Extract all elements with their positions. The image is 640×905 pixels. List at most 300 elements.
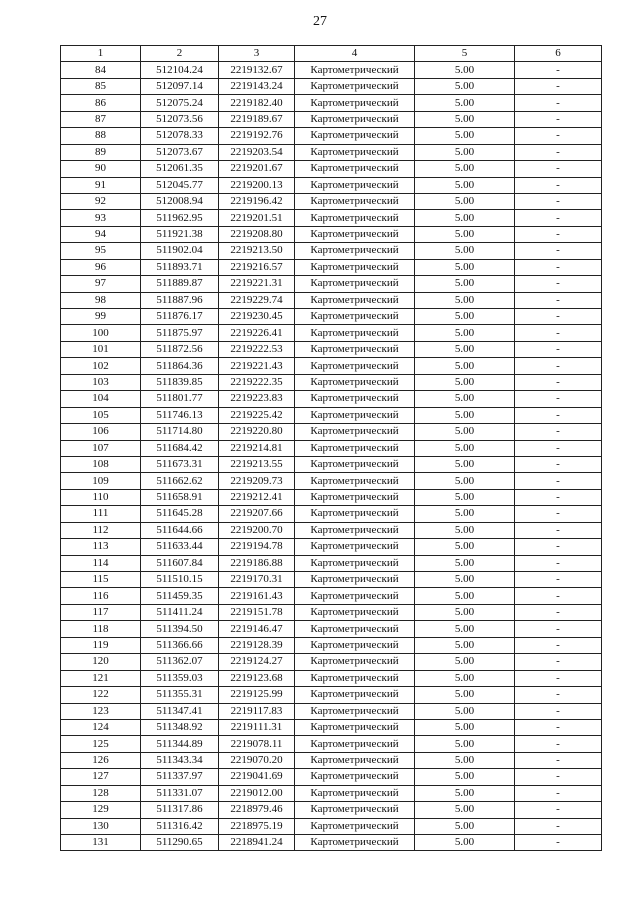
point-number-cell: 113 (61, 539, 141, 555)
method-cell: Картометрический (295, 785, 415, 801)
method-cell: Картометрический (295, 309, 415, 325)
table-row (61, 358, 602, 374)
note-cell: - (515, 703, 602, 719)
x-coordinate-cell: 511317.86 (141, 802, 219, 818)
y-coordinate-cell: 2219223.83 (219, 391, 295, 407)
x-coordinate-cell: 512073.67 (141, 144, 219, 160)
method-cell: Картометрический (295, 259, 415, 275)
point-number-cell: 103 (61, 374, 141, 390)
table-row (61, 144, 602, 160)
note-cell: - (515, 292, 602, 308)
x-coordinate-cell: 511290.65 (141, 835, 219, 851)
point-number-cell: 108 (61, 456, 141, 472)
note-cell: - (515, 769, 602, 785)
table-row (61, 78, 602, 94)
y-coordinate-cell: 2219189.67 (219, 111, 295, 127)
note-cell: - (515, 144, 602, 160)
x-coordinate-cell: 511459.35 (141, 588, 219, 604)
method-cell: Картометрический (295, 161, 415, 177)
table-row (61, 522, 602, 538)
table-row (61, 325, 602, 341)
x-coordinate-cell: 512104.24 (141, 62, 219, 78)
table-row (61, 687, 602, 703)
method-cell: Картометрический (295, 654, 415, 670)
accuracy-cell: 5.00 (415, 506, 515, 522)
method-cell: Картометрический (295, 374, 415, 390)
note-cell: - (515, 276, 602, 292)
point-number-cell: 130 (61, 818, 141, 834)
note-cell: - (515, 341, 602, 357)
note-cell: - (515, 62, 602, 78)
accuracy-cell: 5.00 (415, 177, 515, 193)
note-cell: - (515, 539, 602, 555)
y-coordinate-cell: 2219111.31 (219, 719, 295, 735)
table-row (61, 588, 602, 604)
point-number-cell: 93 (61, 210, 141, 226)
x-coordinate-cell: 511875.97 (141, 325, 219, 341)
point-number-cell: 115 (61, 572, 141, 588)
note-cell: - (515, 407, 602, 423)
method-cell: Картометрический (295, 111, 415, 127)
table-row (61, 572, 602, 588)
y-coordinate-cell: 2219143.24 (219, 78, 295, 94)
x-coordinate-cell: 511864.36 (141, 358, 219, 374)
x-coordinate-cell: 512075.24 (141, 95, 219, 111)
note-cell: - (515, 161, 602, 177)
method-cell: Картометрический (295, 341, 415, 357)
y-coordinate-cell: 2219194.78 (219, 539, 295, 555)
x-coordinate-cell: 511658.91 (141, 489, 219, 505)
accuracy-cell: 5.00 (415, 144, 515, 160)
note-cell: - (515, 78, 602, 94)
note-cell: - (515, 670, 602, 686)
y-coordinate-cell: 2219220.80 (219, 424, 295, 440)
point-number-cell: 99 (61, 309, 141, 325)
accuracy-cell: 5.00 (415, 325, 515, 341)
accuracy-cell: 5.00 (415, 161, 515, 177)
note-cell: - (515, 637, 602, 653)
accuracy-cell: 5.00 (415, 835, 515, 851)
table-row (61, 818, 602, 834)
point-number-cell: 91 (61, 177, 141, 193)
accuracy-cell: 5.00 (415, 456, 515, 472)
x-coordinate-cell: 511331.07 (141, 785, 219, 801)
point-number-cell: 102 (61, 358, 141, 374)
y-coordinate-cell: 2219229.74 (219, 292, 295, 308)
note-cell: - (515, 259, 602, 275)
table-row (61, 621, 602, 637)
method-cell: Картометрический (295, 719, 415, 735)
note-cell: - (515, 243, 602, 259)
accuracy-cell: 5.00 (415, 604, 515, 620)
table-row (61, 309, 602, 325)
table-row (61, 555, 602, 571)
x-coordinate-cell: 511714.80 (141, 424, 219, 440)
x-coordinate-cell: 511673.31 (141, 456, 219, 472)
accuracy-cell: 5.00 (415, 440, 515, 456)
accuracy-cell: 5.00 (415, 374, 515, 390)
note-cell: - (515, 687, 602, 703)
table-row (61, 440, 602, 456)
accuracy-cell: 5.00 (415, 309, 515, 325)
accuracy-cell: 5.00 (415, 670, 515, 686)
x-coordinate-cell: 511510.15 (141, 572, 219, 588)
point-number-cell: 117 (61, 604, 141, 620)
y-coordinate-cell: 2219151.78 (219, 604, 295, 620)
y-coordinate-cell: 2219201.67 (219, 161, 295, 177)
y-coordinate-cell: 2219041.69 (219, 769, 295, 785)
point-number-cell: 129 (61, 802, 141, 818)
y-coordinate-cell: 2219221.43 (219, 358, 295, 374)
method-cell: Картометрический (295, 276, 415, 292)
accuracy-cell: 5.00 (415, 802, 515, 818)
accuracy-cell: 5.00 (415, 95, 515, 111)
method-cell: Картометрический (295, 177, 415, 193)
table-row (61, 752, 602, 768)
y-coordinate-cell: 2219132.67 (219, 62, 295, 78)
method-cell: Картометрический (295, 62, 415, 78)
y-coordinate-cell: 2219201.51 (219, 210, 295, 226)
method-cell: Картометрический (295, 670, 415, 686)
point-number-cell: 96 (61, 259, 141, 275)
point-number-cell: 84 (61, 62, 141, 78)
method-cell: Картометрический (295, 835, 415, 851)
table-row (61, 128, 602, 144)
accuracy-cell: 5.00 (415, 703, 515, 719)
method-cell: Картометрический (295, 226, 415, 242)
accuracy-cell: 5.00 (415, 259, 515, 275)
note-cell: - (515, 374, 602, 390)
point-number-cell: 111 (61, 506, 141, 522)
table-row (61, 506, 602, 522)
accuracy-cell: 5.00 (415, 210, 515, 226)
method-cell: Картометрический (295, 456, 415, 472)
y-coordinate-cell: 2219230.45 (219, 309, 295, 325)
method-cell: Картометрический (295, 489, 415, 505)
column-header: 4 (295, 46, 415, 62)
y-coordinate-cell: 2219208.80 (219, 226, 295, 242)
coordinates-table (60, 45, 602, 851)
method-cell: Картометрический (295, 687, 415, 703)
point-number-cell: 107 (61, 440, 141, 456)
table-row (61, 62, 602, 78)
note-cell: - (515, 325, 602, 341)
method-cell: Картометрический (295, 473, 415, 489)
y-coordinate-cell: 2219128.39 (219, 637, 295, 653)
note-cell: - (515, 210, 602, 226)
note-cell: - (515, 835, 602, 851)
table-row (61, 604, 602, 620)
x-coordinate-cell: 511902.04 (141, 243, 219, 259)
y-coordinate-cell: 2219200.70 (219, 522, 295, 538)
x-coordinate-cell: 511872.56 (141, 341, 219, 357)
method-cell: Картометрический (295, 440, 415, 456)
note-cell: - (515, 473, 602, 489)
table-row (61, 424, 602, 440)
table-row (61, 785, 602, 801)
y-coordinate-cell: 2218975.19 (219, 818, 295, 834)
accuracy-cell: 5.00 (415, 637, 515, 653)
note-cell: - (515, 654, 602, 670)
accuracy-cell: 5.00 (415, 489, 515, 505)
table-row (61, 539, 602, 555)
y-coordinate-cell: 2219186.88 (219, 555, 295, 571)
y-coordinate-cell: 2219221.31 (219, 276, 295, 292)
accuracy-cell: 5.00 (415, 473, 515, 489)
method-cell: Картометрический (295, 752, 415, 768)
note-cell: - (515, 424, 602, 440)
note-cell: - (515, 456, 602, 472)
accuracy-cell: 5.00 (415, 391, 515, 407)
accuracy-cell: 5.00 (415, 226, 515, 242)
point-number-cell: 100 (61, 325, 141, 341)
point-number-cell: 86 (61, 95, 141, 111)
x-coordinate-cell: 511876.17 (141, 309, 219, 325)
accuracy-cell: 5.00 (415, 78, 515, 94)
y-coordinate-cell: 2219207.66 (219, 506, 295, 522)
note-cell: - (515, 177, 602, 193)
column-header: 5 (415, 46, 515, 62)
accuracy-cell: 5.00 (415, 769, 515, 785)
point-number-cell: 101 (61, 341, 141, 357)
table-row (61, 835, 602, 851)
y-coordinate-cell: 2219216.57 (219, 259, 295, 275)
x-coordinate-cell: 511893.71 (141, 259, 219, 275)
table-row (61, 341, 602, 357)
point-number-cell: 94 (61, 226, 141, 242)
page-number: 27 (313, 14, 327, 29)
table-row (61, 736, 602, 752)
y-coordinate-cell: 2219203.54 (219, 144, 295, 160)
point-number-cell: 131 (61, 835, 141, 851)
table-row (61, 489, 602, 505)
point-number-cell: 124 (61, 719, 141, 735)
table-row (61, 276, 602, 292)
note-cell: - (515, 506, 602, 522)
y-coordinate-cell: 2218979.46 (219, 802, 295, 818)
method-cell: Картометрический (295, 128, 415, 144)
accuracy-cell: 5.00 (415, 719, 515, 735)
table-row (61, 703, 602, 719)
table-row (61, 111, 602, 127)
point-number-cell: 110 (61, 489, 141, 505)
point-number-cell: 90 (61, 161, 141, 177)
point-number-cell: 105 (61, 407, 141, 423)
y-coordinate-cell: 2219225.42 (219, 407, 295, 423)
accuracy-cell: 5.00 (415, 572, 515, 588)
point-number-cell: 126 (61, 752, 141, 768)
table-row (61, 769, 602, 785)
method-cell: Картометрический (295, 818, 415, 834)
point-number-cell: 123 (61, 703, 141, 719)
x-coordinate-cell: 511889.87 (141, 276, 219, 292)
point-number-cell: 98 (61, 292, 141, 308)
table-body (61, 62, 602, 851)
point-number-cell: 109 (61, 473, 141, 489)
table-header-row (61, 46, 602, 62)
table-row (61, 292, 602, 308)
point-number-cell: 118 (61, 621, 141, 637)
y-coordinate-cell: 2219209.73 (219, 473, 295, 489)
point-number-cell: 114 (61, 555, 141, 571)
accuracy-cell: 5.00 (415, 555, 515, 571)
table-row (61, 95, 602, 111)
point-number-cell: 104 (61, 391, 141, 407)
x-coordinate-cell: 511343.34 (141, 752, 219, 768)
y-coordinate-cell: 2219222.53 (219, 341, 295, 357)
method-cell: Картометрический (295, 769, 415, 785)
y-coordinate-cell: 2219078.11 (219, 736, 295, 752)
point-number-cell: 106 (61, 424, 141, 440)
method-cell: Картометрический (295, 144, 415, 160)
point-number-cell: 97 (61, 276, 141, 292)
y-coordinate-cell: 2219192.76 (219, 128, 295, 144)
x-coordinate-cell: 511394.50 (141, 621, 219, 637)
y-coordinate-cell: 2219196.42 (219, 193, 295, 209)
note-cell: - (515, 621, 602, 637)
point-number-cell: 112 (61, 522, 141, 538)
method-cell: Картометрический (295, 802, 415, 818)
accuracy-cell: 5.00 (415, 62, 515, 78)
column-header: 6 (515, 46, 602, 62)
y-coordinate-cell: 2218941.24 (219, 835, 295, 851)
table-row (61, 193, 602, 209)
y-coordinate-cell: 2219161.43 (219, 588, 295, 604)
point-number-cell: 92 (61, 193, 141, 209)
note-cell: - (515, 818, 602, 834)
note-cell: - (515, 802, 602, 818)
x-coordinate-cell: 511633.44 (141, 539, 219, 555)
note-cell: - (515, 309, 602, 325)
y-coordinate-cell: 2219117.83 (219, 703, 295, 719)
x-coordinate-cell: 511887.96 (141, 292, 219, 308)
accuracy-cell: 5.00 (415, 785, 515, 801)
point-number-cell: 87 (61, 111, 141, 127)
y-coordinate-cell: 2219170.31 (219, 572, 295, 588)
table-row (61, 177, 602, 193)
y-coordinate-cell: 2219212.41 (219, 489, 295, 505)
point-number-cell: 125 (61, 736, 141, 752)
accuracy-cell: 5.00 (415, 818, 515, 834)
point-number-cell: 89 (61, 144, 141, 160)
x-coordinate-cell: 512008.94 (141, 193, 219, 209)
x-coordinate-cell: 511684.42 (141, 440, 219, 456)
y-coordinate-cell: 2219012.00 (219, 785, 295, 801)
column-header: 3 (219, 46, 295, 62)
point-number-cell: 95 (61, 243, 141, 259)
y-coordinate-cell: 2219182.40 (219, 95, 295, 111)
y-coordinate-cell: 2219146.47 (219, 621, 295, 637)
x-coordinate-cell: 511607.84 (141, 555, 219, 571)
x-coordinate-cell: 512045.77 (141, 177, 219, 193)
accuracy-cell: 5.00 (415, 654, 515, 670)
note-cell: - (515, 736, 602, 752)
note-cell: - (515, 391, 602, 407)
y-coordinate-cell: 2219123.68 (219, 670, 295, 686)
column-header: 2 (141, 46, 219, 62)
accuracy-cell: 5.00 (415, 522, 515, 538)
x-coordinate-cell: 512073.56 (141, 111, 219, 127)
x-coordinate-cell: 511348.92 (141, 719, 219, 735)
note-cell: - (515, 358, 602, 374)
note-cell: - (515, 489, 602, 505)
x-coordinate-cell: 511366.66 (141, 637, 219, 653)
note-cell: - (515, 111, 602, 127)
x-coordinate-cell: 512061.35 (141, 161, 219, 177)
method-cell: Картометрический (295, 506, 415, 522)
x-coordinate-cell: 511411.24 (141, 604, 219, 620)
note-cell: - (515, 752, 602, 768)
method-cell: Картометрический (295, 572, 415, 588)
accuracy-cell: 5.00 (415, 341, 515, 357)
x-coordinate-cell: 511359.03 (141, 670, 219, 686)
x-coordinate-cell: 511316.42 (141, 818, 219, 834)
accuracy-cell: 5.00 (415, 539, 515, 555)
point-number-cell: 122 (61, 687, 141, 703)
table-row (61, 161, 602, 177)
table-row (61, 374, 602, 390)
accuracy-cell: 5.00 (415, 687, 515, 703)
note-cell: - (515, 555, 602, 571)
y-coordinate-cell: 2219226.41 (219, 325, 295, 341)
note-cell: - (515, 572, 602, 588)
x-coordinate-cell: 511362.07 (141, 654, 219, 670)
x-coordinate-cell: 512097.14 (141, 78, 219, 94)
y-coordinate-cell: 2219125.99 (219, 687, 295, 703)
x-coordinate-cell: 511644.66 (141, 522, 219, 538)
y-coordinate-cell: 2219213.55 (219, 456, 295, 472)
note-cell: - (515, 440, 602, 456)
accuracy-cell: 5.00 (415, 407, 515, 423)
method-cell: Картометрический (295, 292, 415, 308)
point-number-cell: 128 (61, 785, 141, 801)
x-coordinate-cell: 511355.31 (141, 687, 219, 703)
note-cell: - (515, 522, 602, 538)
table-row (61, 719, 602, 735)
method-cell: Картометрический (295, 358, 415, 374)
table-row (61, 456, 602, 472)
point-number-cell: 127 (61, 769, 141, 785)
y-coordinate-cell: 2219213.50 (219, 243, 295, 259)
note-cell: - (515, 719, 602, 735)
point-number-cell: 116 (61, 588, 141, 604)
x-coordinate-cell: 511801.77 (141, 391, 219, 407)
accuracy-cell: 5.00 (415, 752, 515, 768)
method-cell: Картометрический (295, 588, 415, 604)
x-coordinate-cell: 511662.62 (141, 473, 219, 489)
accuracy-cell: 5.00 (415, 358, 515, 374)
point-number-cell: 120 (61, 654, 141, 670)
table-row (61, 243, 602, 259)
method-cell: Картометрический (295, 243, 415, 259)
method-cell: Картометрический (295, 391, 415, 407)
method-cell: Картометрический (295, 325, 415, 341)
x-coordinate-cell: 511344.89 (141, 736, 219, 752)
accuracy-cell: 5.00 (415, 243, 515, 259)
method-cell: Картометрический (295, 210, 415, 226)
y-coordinate-cell: 2219214.81 (219, 440, 295, 456)
method-cell: Картометрический (295, 703, 415, 719)
y-coordinate-cell: 2219124.27 (219, 654, 295, 670)
method-cell: Картометрический (295, 95, 415, 111)
note-cell: - (515, 588, 602, 604)
method-cell: Картометрический (295, 193, 415, 209)
method-cell: Картометрический (295, 621, 415, 637)
accuracy-cell: 5.00 (415, 621, 515, 637)
x-coordinate-cell: 511645.28 (141, 506, 219, 522)
method-cell: Картометрический (295, 407, 415, 423)
method-cell: Картометрический (295, 736, 415, 752)
